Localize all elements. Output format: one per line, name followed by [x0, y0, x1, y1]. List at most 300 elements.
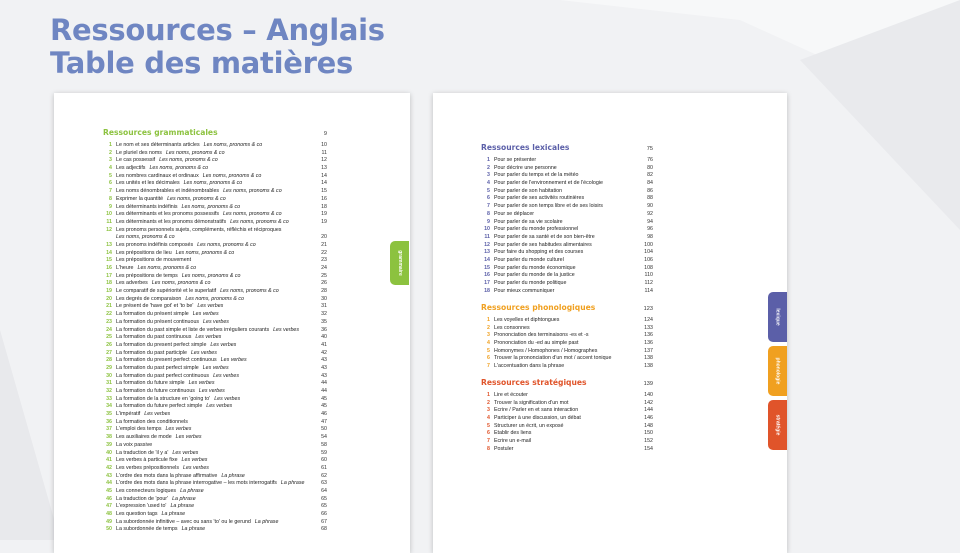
toc-item-number: 18	[106, 280, 112, 287]
toc-item-text	[494, 438, 639, 446]
toc-item-number: 4	[487, 340, 490, 347]
toc-item[interactable]	[481, 172, 653, 180]
toc-item-text	[494, 325, 639, 333]
toc-item-title: Les prépositions de temps	[116, 272, 178, 279]
toc-item-title: Les déterminants indéfinis	[116, 203, 178, 210]
toc-item-number: 44	[106, 480, 112, 487]
toc-item-text	[494, 348, 639, 356]
toc-item-number: 40	[106, 449, 112, 456]
toc-item-title: Les verbes à particule fixe	[116, 457, 178, 464]
toc-item[interactable]	[103, 373, 327, 381]
toc-item-number: 1	[487, 317, 490, 323]
toc-item-category: Les verbes	[181, 457, 208, 464]
toc-item-category: Les verbes	[172, 449, 199, 456]
toc-item-title: La subordonnée de temps	[116, 526, 178, 533]
toc-item[interactable]	[481, 242, 653, 250]
toc-item[interactable]	[103, 250, 327, 258]
toc-item-page: 10	[321, 142, 327, 148]
toc-item[interactable]	[103, 426, 327, 434]
toc-item-text	[116, 496, 313, 504]
toc-item-category: Les noms, pronoms & co	[175, 249, 235, 256]
toc-item-title: Les nombres cardinaux et ordinaux	[116, 172, 199, 179]
toc-item-page: 114	[644, 287, 653, 294]
toc-item[interactable]	[103, 188, 327, 196]
toc-item-number: 11	[106, 218, 112, 225]
toc-item-text	[494, 340, 639, 348]
toc-item-category: La phrase	[161, 511, 186, 518]
toc-item[interactable]	[103, 457, 327, 465]
toc-item-page: 35	[321, 318, 327, 325]
toc-item[interactable]	[481, 446, 653, 454]
toc-item-title: Les unités et les décimales	[116, 180, 180, 187]
grammar-heading	[103, 128, 327, 140]
toc-item-number: 19	[106, 288, 112, 295]
toc-item[interactable]	[103, 280, 327, 288]
toc-item-category: Les noms, pronoms & co	[116, 234, 175, 241]
toc-item-page: 22	[321, 249, 327, 256]
toc-item[interactable]	[481, 400, 653, 408]
strat-heading	[481, 378, 653, 390]
toc-item-number: 5	[487, 187, 490, 194]
toc-item-page: 46	[321, 411, 327, 418]
toc-item-number: 46	[106, 495, 112, 502]
toc-item-title: Les pronoms indéfinis composés	[116, 241, 194, 248]
toc-item[interactable]	[103, 265, 327, 273]
toc-item-number: 6	[487, 195, 490, 202]
toc-item-text	[116, 434, 313, 442]
toc-item[interactable]	[103, 480, 327, 488]
toc-item-page: 32	[321, 311, 327, 318]
toc-item-category: Les noms, pronoms & co	[203, 142, 263, 148]
toc-item-number: 6	[109, 180, 112, 187]
toc-item-number: 22	[106, 311, 112, 318]
toc-item[interactable]	[481, 195, 653, 203]
toc-item-number: 26	[106, 341, 112, 348]
toc-item-number: 1	[109, 142, 112, 148]
toc-item-text	[116, 357, 313, 365]
toc-item[interactable]	[103, 196, 327, 204]
toc-item-number: 16	[484, 272, 490, 279]
toc-item-category: La phrase	[180, 487, 204, 494]
toc-item-text	[116, 411, 313, 419]
toc-item-title: Pour décrire une personne	[494, 164, 557, 171]
toc-item-number: 21	[106, 303, 112, 310]
toc-item-title: Établir des liens	[494, 430, 532, 437]
toc-item-category: Les verbes	[195, 334, 222, 341]
toc-item[interactable]	[481, 257, 653, 265]
tab-phonologie-label: phonologie	[774, 357, 781, 385]
toc-item[interactable]	[481, 392, 653, 400]
toc-item-number: 4	[109, 165, 112, 172]
toc-item-number: 24	[106, 326, 112, 333]
toc-item-text	[116, 396, 313, 404]
toc-item-number: 35	[106, 411, 112, 418]
toc-item-title: Les question tags	[116, 511, 158, 518]
toc-item-number: 10	[106, 211, 112, 218]
strat-section	[481, 378, 653, 454]
toc-item[interactable]	[481, 234, 653, 242]
toc-item[interactable]	[103, 157, 327, 165]
tab-lexique[interactable]	[768, 292, 787, 342]
toc-item-page: 112	[644, 280, 653, 286]
toc-item-number: 47	[106, 503, 112, 510]
toc-item-text	[116, 519, 313, 527]
toc-item-number: 34	[106, 403, 112, 410]
toc-item-text	[116, 288, 313, 296]
toc-item-title: L'impératif	[116, 411, 141, 418]
toc-item[interactable]	[103, 219, 327, 227]
toc-item-title: La formation du future simple	[116, 380, 185, 387]
toc-item-title: La formation du past participle	[116, 349, 187, 356]
toc-item-number: 42	[106, 464, 112, 471]
toc-item-number: 14	[484, 256, 490, 263]
toc-item[interactable]	[103, 473, 327, 481]
toc-item[interactable]	[103, 488, 327, 496]
toc-item[interactable]	[103, 365, 327, 373]
toc-item-page: 19	[321, 211, 327, 218]
toc-item-category: Les noms, pronoms & co	[165, 149, 225, 156]
toc-item[interactable]	[481, 211, 653, 219]
toc-item[interactable]	[481, 157, 653, 165]
toc-item-title: La traduction de 'il y a'	[116, 449, 169, 456]
toc-item[interactable]	[481, 272, 653, 280]
toc-item-number: 12	[484, 241, 490, 248]
toc-item-number: 50	[106, 526, 112, 533]
toc-item[interactable]	[481, 340, 653, 348]
toc-item-title: Les verbes prépositionnels	[116, 464, 180, 471]
toc-item[interactable]	[103, 204, 327, 212]
toc-item-number: 6	[487, 430, 490, 437]
toc-item-text	[494, 272, 639, 280]
toc-item-text	[116, 388, 313, 396]
title-line-1: Ressources – Anglais	[50, 13, 385, 47]
toc-item-number: 14	[106, 249, 112, 256]
toc-item-text	[494, 195, 639, 203]
toc-item[interactable]	[103, 303, 327, 311]
toc-item-text	[116, 503, 313, 511]
toc-item[interactable]	[103, 496, 327, 504]
toc-item[interactable]	[481, 415, 653, 423]
toc-item[interactable]	[481, 363, 653, 371]
toc-item-page: 41	[321, 341, 327, 348]
toc-item-page: 40	[321, 334, 327, 341]
toc-item[interactable]	[481, 188, 653, 196]
toc-item-number: 45	[106, 487, 112, 494]
toc-item[interactable]	[481, 423, 653, 431]
toc-item-title: La formation des conditionnels	[116, 418, 188, 425]
toc-item-title: La formation du past perfect simple	[116, 364, 199, 371]
toc-item[interactable]	[103, 142, 327, 150]
toc-item[interactable]	[481, 249, 653, 257]
toc-item-text	[116, 204, 313, 212]
toc-item[interactable]	[103, 242, 327, 250]
toc-item[interactable]	[103, 442, 327, 450]
toc-item-page: 58	[321, 441, 327, 448]
toc-item-title: La formation du past simple et liste de verbes irréguliers courants	[116, 326, 270, 333]
toc-item-page: 142	[644, 399, 653, 406]
toc-item[interactable]	[103, 180, 327, 188]
toc-item[interactable]	[103, 357, 327, 365]
toc-item[interactable]	[481, 165, 653, 173]
toc-item[interactable]	[103, 311, 327, 319]
toc-item-text	[494, 188, 639, 196]
toc-item-text	[494, 180, 639, 188]
toc-item-page: 92	[647, 210, 653, 217]
toc-item-text	[116, 373, 313, 381]
toc-item[interactable]	[103, 165, 327, 173]
toc-item-number: 13	[106, 241, 112, 248]
toc-item[interactable]	[103, 342, 327, 350]
toc-item-category: Les verbes	[206, 403, 233, 410]
tab-grammaire[interactable]	[390, 241, 409, 285]
toc-item-number: 30	[106, 372, 112, 379]
toc-item-number: 2	[487, 164, 490, 171]
toc-item-number: 49	[106, 518, 112, 525]
toc-item-title: Pour faire du shopping et des courses	[494, 249, 584, 256]
toc-item-text	[116, 296, 313, 304]
toc-item-title: Pour parler du monde culturel	[494, 256, 564, 263]
toc-item[interactable]	[103, 465, 327, 473]
toc-item-text	[116, 227, 313, 242]
toc-item[interactable]	[103, 396, 327, 404]
toc-item-page: 61	[321, 464, 327, 471]
toc-item-title: Le comparatif de supériorité et le superlatif	[116, 288, 217, 295]
toc-item-category: Les noms, pronoms & co	[202, 172, 262, 179]
toc-item[interactable]	[481, 438, 653, 446]
toc-item-page: 62	[321, 472, 327, 479]
toc-item-number: 33	[106, 395, 112, 402]
toc-item[interactable]	[481, 203, 653, 211]
toc-item-category: Les verbes	[214, 395, 241, 402]
toc-item-title: Les noms dénombrables et indénombrables	[116, 188, 220, 195]
grammar-section	[103, 128, 327, 534]
toc-item-page: 154	[644, 445, 653, 452]
phono-section	[481, 303, 653, 371]
toc-item[interactable]	[103, 511, 327, 519]
toc-item-number: 3	[109, 157, 112, 164]
toc-item[interactable]	[103, 211, 327, 219]
toc-item-page: 43	[321, 364, 327, 371]
toc-item-text	[494, 165, 639, 173]
toc-item-category: Les noms, pronoms & co	[223, 211, 282, 218]
toc-item-text	[116, 142, 313, 150]
toc-item-title: Les connecteurs logiques	[116, 487, 177, 494]
toc-item-page: 124	[644, 317, 653, 323]
toc-item-category: Les verbes	[175, 434, 202, 441]
toc-item-number: 3	[487, 332, 490, 339]
toc-item[interactable]	[103, 434, 327, 442]
toc-item-page: 42	[321, 349, 327, 356]
toc-item-category: Les verbes	[198, 388, 225, 395]
toc-item-number: 16	[106, 265, 112, 272]
toc-item[interactable]	[481, 219, 653, 227]
toc-item-text	[494, 392, 639, 400]
toc-item-title: Pour parler de sa vie scolaire	[494, 218, 563, 225]
toc-item-page: 15	[321, 188, 327, 195]
toc-item-text	[116, 426, 313, 434]
toc-item-text	[116, 319, 313, 327]
toc-item-category: Les noms, pronoms & co	[181, 272, 241, 279]
toc-item-text	[494, 355, 639, 363]
toc-item-text	[116, 350, 313, 358]
toc-item-title: Les déterminants et les pronoms possessifs	[116, 211, 220, 218]
toc-item[interactable]	[103, 380, 327, 388]
toc-item-text	[494, 332, 639, 340]
toc-item-text	[116, 188, 313, 196]
toc-item-text	[116, 334, 313, 342]
toc-item-title: Les consonnes	[494, 324, 530, 331]
toc-item-number: 15	[106, 257, 112, 264]
toc-item[interactable]	[481, 226, 653, 234]
toc-item[interactable]	[103, 411, 327, 419]
toc-item-text	[494, 446, 639, 454]
toc-item-number: 7	[487, 363, 490, 370]
toc-item-title: Les prépositions de mouvement	[116, 257, 192, 264]
toc-item[interactable]	[481, 355, 653, 363]
toc-item-category: La phrase	[181, 526, 206, 533]
toc-item-number: 13	[484, 249, 490, 256]
toc-item[interactable]	[481, 332, 653, 340]
toc-item[interactable]	[103, 327, 327, 335]
toc-item-title: Les déterminants et les pronoms démonstratifs	[116, 218, 227, 225]
toc-item-title: Pour parler du monde politique	[494, 280, 567, 286]
toc-item-number: 37	[106, 426, 112, 433]
tab-strategie[interactable]	[768, 400, 787, 450]
toc-item[interactable]	[103, 150, 327, 158]
toc-item-number: 31	[106, 380, 112, 387]
toc-item-number: 2	[109, 149, 112, 156]
page-title	[50, 14, 385, 80]
toc-item-number: 15	[484, 264, 490, 271]
toc-item-title: Les degrés de comparaison	[116, 295, 182, 302]
toc-item-title: Pour se déplacer	[494, 210, 535, 217]
toc-item-category: Les noms, pronoms & co	[220, 288, 279, 295]
toc-item-text	[494, 249, 639, 257]
toc-item-text	[116, 457, 313, 465]
toc-item-number: 17	[484, 280, 490, 286]
toc-item[interactable]	[103, 388, 327, 396]
toc-item-text	[116, 165, 313, 173]
toc-item-page: 44	[321, 388, 327, 395]
toc-item-title: La formation de la structure en 'going to'	[116, 395, 211, 402]
tab-phonologie[interactable]	[768, 346, 787, 396]
toc-item[interactable]	[481, 317, 653, 325]
toc-item-category: Les verbes	[273, 326, 300, 333]
toc-item-page: 80	[647, 164, 653, 171]
toc-item[interactable]	[103, 273, 327, 281]
toc-item[interactable]	[481, 180, 653, 188]
toc-item[interactable]	[103, 450, 327, 458]
toc-item-title: Structurer un écrit, un exposé	[494, 422, 564, 429]
toc-item-category: Les noms, pronoms & co	[137, 265, 197, 272]
toc-item[interactable]	[103, 319, 327, 327]
toc-item-category: Les noms, pronoms & co	[223, 188, 282, 195]
toc-item-title: Pour mieux communiquer	[494, 287, 555, 294]
toc-item[interactable]	[481, 348, 653, 356]
toc-item-category: Les verbes	[188, 380, 215, 387]
toc-item[interactable]	[481, 265, 653, 273]
toc-item[interactable]	[103, 503, 327, 511]
toc-item-category: Les verbes	[197, 303, 224, 310]
toc-item-text	[494, 211, 639, 219]
toc-item-page: 108	[644, 264, 653, 271]
toc-item-title: Exprimer la quantité	[116, 195, 164, 202]
toc-item-number: 7	[487, 203, 490, 210]
toc-item-number: 2	[487, 399, 490, 406]
toc-item[interactable]	[103, 296, 327, 304]
toc-item-category: Les noms, pronoms & co	[151, 280, 211, 287]
toc-item-text	[116, 242, 313, 250]
toc-item-category: Les verbes	[190, 349, 217, 356]
toc-item-title: Pour parler de son habitation	[494, 187, 563, 194]
toc-item-title: Lire et écouter	[494, 392, 528, 398]
strat-toc-list	[481, 392, 653, 454]
toc-item-text	[116, 180, 313, 188]
toc-item-category: Les noms, pronoms & co	[197, 241, 256, 248]
toc-item[interactable]	[481, 288, 653, 296]
toc-item-number: 28	[106, 357, 112, 364]
toc-item-page: 64	[321, 487, 327, 494]
toc-item[interactable]	[103, 173, 327, 181]
toc-item-number: 38	[106, 434, 112, 441]
toc-item-title: L'ordre des mots dans la phrase affirmative	[116, 472, 218, 479]
toc-item[interactable]	[481, 325, 653, 333]
toc-item-page: 66	[321, 511, 327, 518]
toc-item-title: Écrire / Parler en et sans interaction	[494, 407, 579, 414]
toc-item-title: Pour parler de son temps libre et de ses loisirs	[494, 203, 603, 210]
toc-item[interactable]	[103, 334, 327, 342]
toc-item-title: Prononciation du -ed au simple past	[494, 340, 579, 347]
toc-item-page: 43	[321, 357, 327, 364]
toc-item-number: 23	[106, 318, 112, 325]
toc-item[interactable]	[481, 430, 653, 438]
toc-item-number: 3	[487, 172, 490, 179]
toc-item-category: Les noms, pronoms & co	[183, 180, 243, 187]
toc-item-title: La formation du past continuous	[116, 334, 192, 341]
lexical-section	[481, 143, 653, 295]
toc-item[interactable]	[103, 526, 327, 534]
toc-item-page: 67	[321, 518, 327, 525]
toc-item-number: 36	[106, 418, 112, 425]
toc-item-title: Les voyelles et diphtongues	[494, 317, 560, 323]
toc-item[interactable]	[103, 419, 327, 427]
toc-item-category: Les noms, pronoms & co	[149, 165, 209, 172]
toc-item-title: Prononciation des terminaisons -es et -s	[494, 332, 589, 339]
toc-item[interactable]	[103, 288, 327, 296]
toc-item[interactable]	[481, 407, 653, 415]
toc-item[interactable]	[103, 257, 327, 265]
toc-item-page: 90	[647, 203, 653, 210]
toc-item-category: La phrase	[221, 472, 245, 479]
toc-item-text	[494, 265, 639, 273]
toc-item[interactable]	[103, 519, 327, 527]
toc-item-page: 28	[321, 288, 327, 295]
toc-item-title: Les prépositions de lieu	[116, 249, 172, 256]
toc-item-title: Les auxiliaires de mode	[116, 434, 172, 441]
toc-item-category: Les noms, pronoms & co	[167, 195, 226, 202]
toc-item-page: 18	[321, 203, 327, 210]
toc-item-text	[116, 157, 313, 165]
toc-item-number: 29	[106, 364, 112, 371]
toc-item[interactable]	[481, 280, 653, 288]
toc-item[interactable]	[103, 403, 327, 411]
toc-item[interactable]	[103, 227, 327, 242]
toc-item[interactable]	[103, 350, 327, 358]
toc-item-title: L'emploi des temps	[116, 426, 162, 433]
toc-item-text	[116, 219, 313, 227]
toc-item-category: Les verbes	[220, 357, 247, 364]
toc-item-number: 5	[487, 347, 490, 354]
